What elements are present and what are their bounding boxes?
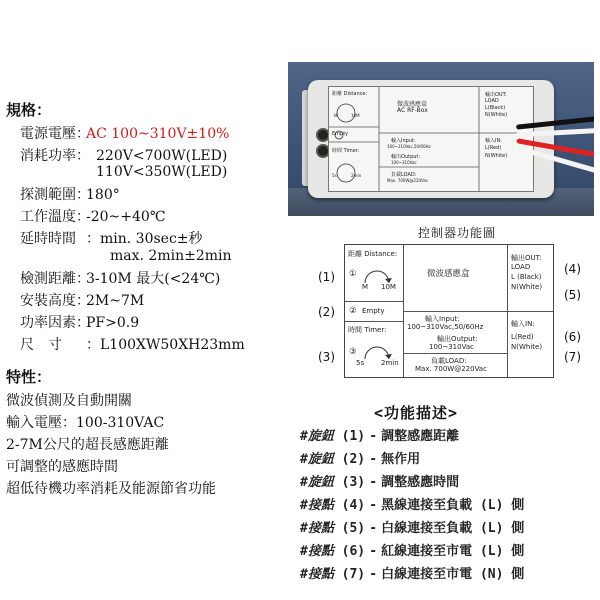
diagram-out-n: N(White) bbox=[511, 283, 543, 291]
spec-label: 檢測距離： bbox=[20, 271, 90, 287]
diagram-divider bbox=[345, 321, 403, 322]
function-dash: - bbox=[369, 544, 378, 559]
function-tag: #接點 bbox=[300, 567, 334, 582]
diagram-knob1-max: 10M bbox=[381, 283, 396, 291]
diagram-knob1-min: M bbox=[362, 283, 369, 291]
spec-value: ：L100XW50XH23mm bbox=[86, 337, 245, 353]
function-dash: - bbox=[369, 452, 378, 467]
diagram-num-3: ③ bbox=[349, 347, 357, 357]
feature-item: 輸入電壓：100-310VAC bbox=[6, 415, 165, 431]
function-desc: 白線連接至市電 (N) 側 bbox=[381, 567, 525, 582]
function-desc: 調整感應時間 bbox=[381, 475, 460, 490]
photo-label-out-n: N(White) bbox=[485, 112, 508, 118]
photo-label-empty: Empty bbox=[332, 131, 349, 137]
diagram-num-2: ② bbox=[349, 306, 357, 316]
function-desc: 無作用 bbox=[381, 452, 421, 467]
callout-7: (7) bbox=[564, 350, 581, 364]
spec-value: -20~+40℃ bbox=[86, 209, 166, 225]
function-tag: #旋鈕 bbox=[300, 475, 334, 490]
function-desc: 白線連接至負載 (L) 側 bbox=[381, 521, 525, 536]
function-desc: 黑線連接至負載 (L) 側 bbox=[381, 498, 525, 513]
function-num: (2) bbox=[341, 452, 366, 467]
photo-label-load: 負載LOAD: bbox=[391, 172, 417, 178]
photo-label-in-title: 輸入IN: bbox=[485, 138, 502, 144]
diagram-num-1: ① bbox=[349, 269, 357, 279]
spec-heading: 規格： bbox=[6, 101, 52, 119]
spec-label: 尺 寸 bbox=[20, 337, 62, 353]
function-desc: 紅線連接至市電 (L) 側 bbox=[381, 544, 525, 559]
diagram-divider bbox=[345, 301, 403, 302]
diagram-input-label: 輸入Input: bbox=[425, 315, 460, 323]
diagram-empty-label: Empty bbox=[362, 307, 385, 315]
photo-label-lines bbox=[329, 87, 533, 191]
function-num: (4) bbox=[341, 498, 366, 513]
function-num: (6) bbox=[341, 544, 366, 559]
diagram-input-value: 100~310Vac,50/60Hz bbox=[407, 323, 484, 331]
photo-label-in-l: L(Red) bbox=[485, 145, 502, 151]
spec-value: 220V<700W(LED) bbox=[96, 148, 228, 164]
controller-diagram bbox=[344, 244, 554, 378]
callout-5: (5) bbox=[564, 288, 581, 302]
photo-label-out-l: L(Black) bbox=[485, 105, 506, 111]
product-photo bbox=[288, 62, 594, 216]
function-heading: <功能描述> bbox=[374, 404, 459, 422]
feature-item: 超低待機功率消耗及能源節省功能 bbox=[6, 481, 216, 497]
function-row bbox=[300, 494, 524, 513]
spec-delay bbox=[20, 228, 203, 248]
diagram-timer-label: 時間 Timer: bbox=[348, 326, 387, 334]
feature-item: 2-7M公尺的超長感應距離 bbox=[6, 437, 169, 453]
spec-label: 安裝高度： bbox=[20, 293, 90, 309]
features-heading: 特性： bbox=[6, 368, 52, 386]
diagram-distance-label: 距離 Distance: bbox=[348, 250, 398, 258]
function-num: (3) bbox=[341, 475, 366, 490]
diagram-divider bbox=[403, 311, 553, 312]
function-row bbox=[300, 471, 459, 490]
product-label-sticker bbox=[328, 86, 534, 192]
photo-label-input-val: 100~310Vac,50/60Hz bbox=[387, 144, 431, 149]
spec-value: ：min. 30sec±秒 bbox=[86, 231, 203, 247]
function-dash: - bbox=[369, 429, 378, 444]
function-dash: - bbox=[369, 475, 378, 490]
spec-temperature bbox=[20, 206, 165, 226]
diagram-in-l: L(Red) bbox=[511, 333, 534, 341]
spec-label: 消耗功率： bbox=[20, 148, 90, 164]
spec-label: 探測範圍： bbox=[20, 187, 90, 203]
callout-4: (4) bbox=[564, 262, 581, 276]
function-tag: #旋鈕 bbox=[300, 452, 334, 467]
spec-power-factor bbox=[20, 312, 139, 332]
spec-label: 工作溫度： bbox=[20, 209, 90, 225]
diagram-title: 控制器功能圖 bbox=[418, 226, 497, 240]
spec-power-line2: 110V<350W(LED) bbox=[96, 164, 228, 180]
photo-knob1-min: M bbox=[334, 113, 338, 118]
diagram-divider bbox=[403, 353, 507, 354]
photo-label-out-load: LOAD bbox=[485, 98, 499, 104]
diagram-in-title: 輸入IN: bbox=[511, 320, 535, 328]
diagram-box-name: 微波感應盒 bbox=[427, 269, 470, 279]
photo-label-title-en: AC RF-Box bbox=[397, 107, 428, 114]
spec-range bbox=[20, 184, 120, 204]
function-tag: #旋鈕 bbox=[300, 429, 334, 444]
function-num: (7) bbox=[341, 567, 366, 582]
spec-distance bbox=[20, 268, 220, 288]
function-row bbox=[300, 563, 524, 582]
function-row bbox=[300, 540, 524, 559]
photo-knob3-max: 2min bbox=[351, 173, 362, 178]
spec-size bbox=[20, 334, 245, 354]
photo-knob3-min: 5s bbox=[332, 173, 337, 178]
photo-label-output-val: 100~310Vac bbox=[391, 160, 417, 165]
function-tag: #接點 bbox=[300, 544, 334, 559]
photo-label-title-cn: 微波感應盒 bbox=[397, 101, 428, 108]
spec-value: AC 100~310V±10% bbox=[86, 126, 230, 142]
spec-voltage bbox=[20, 123, 229, 143]
photo-label-output: 輸出Output: bbox=[391, 154, 421, 160]
spec-label: 功率因素： bbox=[20, 315, 90, 331]
diagram-in-n: N(White) bbox=[511, 343, 543, 351]
function-dash: - bbox=[369, 521, 378, 536]
spec-value: 2M~7M bbox=[86, 293, 145, 309]
feature-item: 可調整的感應時間 bbox=[6, 459, 118, 475]
spec-value: 180° bbox=[86, 187, 120, 203]
callout-1: (1) bbox=[318, 270, 335, 284]
diagram-load-value: Max. 700W@220Vac bbox=[415, 365, 487, 373]
spec-height bbox=[20, 290, 144, 310]
diagram-output-label: 輸出Output: bbox=[437, 335, 478, 343]
function-dash: - bbox=[369, 498, 378, 513]
photo-knob1-max: 10M bbox=[351, 113, 360, 118]
spec-label: 電源電壓： bbox=[20, 126, 90, 142]
diagram-output-value: 100~310Vac bbox=[429, 343, 474, 351]
function-tag: #接點 bbox=[300, 498, 334, 513]
function-desc: 調整感應距離 bbox=[381, 429, 460, 444]
function-row bbox=[300, 425, 459, 444]
spec-delay-line2: max. 2min±2min bbox=[110, 248, 232, 264]
spec-value: 3-10M 最大(<24℃) bbox=[86, 271, 221, 287]
function-num: (5) bbox=[341, 521, 366, 536]
diagram-out-title: 輸出OUT: bbox=[511, 254, 542, 262]
function-row bbox=[300, 448, 420, 467]
diagram-out-load: LOAD bbox=[511, 263, 531, 271]
photo-label-in-n: N(White) bbox=[485, 153, 508, 159]
spec-label: 延時時間 bbox=[20, 231, 76, 247]
photo-label-input: 輸入Input: bbox=[391, 138, 416, 144]
function-row bbox=[300, 517, 524, 536]
callout-2: (2) bbox=[318, 305, 335, 319]
callout-6: (6) bbox=[564, 330, 581, 344]
photo-label-timer: 時間 Timer: bbox=[332, 148, 360, 154]
diagram-out-l: L (Black) bbox=[511, 273, 542, 281]
diagram-knob3-max: 2min bbox=[381, 359, 399, 367]
photo-label-load-val: Max. 700W@220Vac bbox=[387, 178, 429, 183]
feature-item: 微波偵測及自動開關 bbox=[6, 393, 132, 409]
callout-3: (3) bbox=[318, 350, 335, 364]
diagram-load-label: 負載LOAD: bbox=[431, 357, 467, 365]
function-tag: #接點 bbox=[300, 521, 334, 536]
function-dash: - bbox=[369, 567, 378, 582]
spec-value: PF>0.9 bbox=[86, 315, 140, 331]
spec-power bbox=[20, 145, 227, 165]
photo-label-distance: 距離 Distance: bbox=[332, 91, 368, 97]
diagram-knob3-min: 5s bbox=[356, 359, 365, 367]
function-num: (1) bbox=[341, 429, 366, 444]
photo-label-out-title: 輸出OUT: bbox=[485, 92, 507, 98]
